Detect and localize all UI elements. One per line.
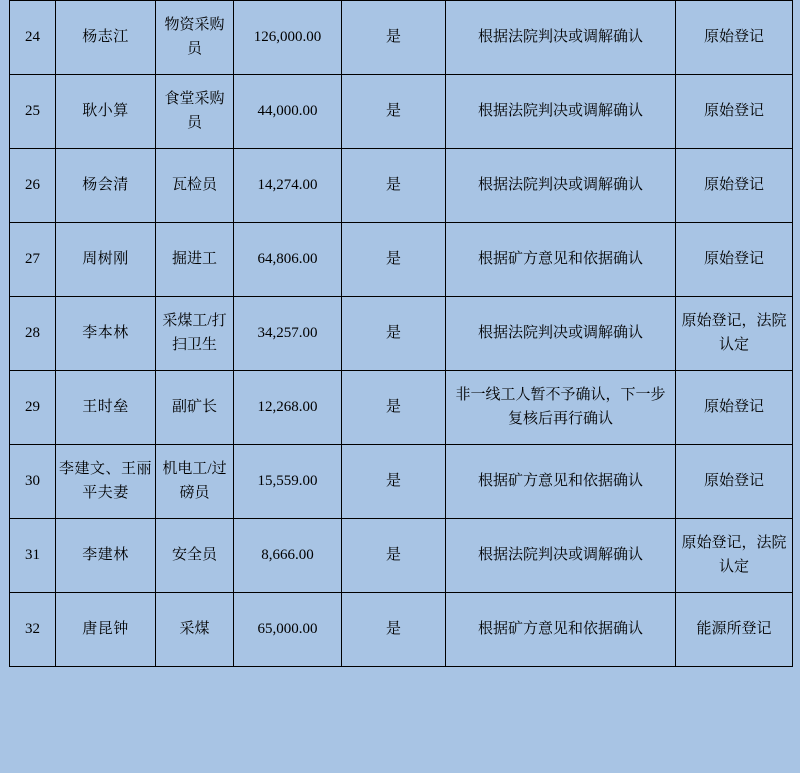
table-row (10, 593, 793, 667)
cell-position: 掘进工 (156, 223, 234, 297)
cell-confirmed: 是 (342, 593, 446, 667)
employee-claims-table (9, 0, 793, 667)
table-row (10, 519, 793, 593)
cell-remark: 原始登记，法院认定 (676, 297, 793, 371)
cell-amount: 65,000.00 (234, 593, 342, 667)
cell-confirmed: 是 (342, 149, 446, 223)
cell-confirmed: 是 (342, 445, 446, 519)
cell-confirmed: 是 (342, 519, 446, 593)
cell-confirmed: 是 (342, 297, 446, 371)
cell-name: 杨志江 (56, 1, 156, 75)
cell-serial-number: 26 (10, 149, 56, 223)
cell-name: 李本林 (56, 297, 156, 371)
cell-name: 唐昆钟 (56, 593, 156, 667)
cell-remark: 原始登记 (676, 1, 793, 75)
cell-amount: 12,268.00 (234, 371, 342, 445)
cell-serial-number: 29 (10, 371, 56, 445)
cell-position: 副矿长 (156, 371, 234, 445)
cell-remark: 原始登记 (676, 371, 793, 445)
cell-amount: 44,000.00 (234, 75, 342, 149)
cell-remark: 原始登记 (676, 75, 793, 149)
cell-basis: 根据矿方意见和依据确认 (446, 593, 676, 667)
cell-serial-number: 32 (10, 593, 56, 667)
table-row (10, 1, 793, 75)
cell-position: 机电工/过磅员 (156, 445, 234, 519)
cell-name: 杨会清 (56, 149, 156, 223)
cell-amount: 34,257.00 (234, 297, 342, 371)
cell-basis: 根据矿方意见和依据确认 (446, 445, 676, 519)
cell-remark: 原始登记 (676, 149, 793, 223)
cell-name: 李建林 (56, 519, 156, 593)
table-row (10, 445, 793, 519)
table-row (10, 371, 793, 445)
table-row (10, 297, 793, 371)
cell-confirmed: 是 (342, 223, 446, 297)
cell-name: 李建文、王丽平夫妻 (56, 445, 156, 519)
cell-basis: 非一线工人暂不予确认，下一步复核后再行确认 (446, 371, 676, 445)
cell-name: 王时垒 (56, 371, 156, 445)
cell-name: 周树刚 (56, 223, 156, 297)
cell-position: 采煤 (156, 593, 234, 667)
cell-serial-number: 27 (10, 223, 56, 297)
cell-basis: 根据法院判决或调解确认 (446, 1, 676, 75)
cell-amount: 8,666.00 (234, 519, 342, 593)
cell-confirmed: 是 (342, 371, 446, 445)
cell-confirmed: 是 (342, 75, 446, 149)
cell-remark: 原始登记 (676, 445, 793, 519)
cell-position: 物资采购员 (156, 1, 234, 75)
cell-serial-number: 24 (10, 1, 56, 75)
cell-basis: 根据法院判决或调解确认 (446, 519, 676, 593)
cell-basis: 根据法院判决或调解确认 (446, 75, 676, 149)
cell-position: 食堂采购员 (156, 75, 234, 149)
cell-name: 耿小算 (56, 75, 156, 149)
cell-remark: 原始登记，法院认定 (676, 519, 793, 593)
cell-serial-number: 28 (10, 297, 56, 371)
cell-amount: 64,806.00 (234, 223, 342, 297)
cell-basis: 根据法院判决或调解确认 (446, 149, 676, 223)
cell-confirmed: 是 (342, 1, 446, 75)
cell-position: 瓦检员 (156, 149, 234, 223)
table-row (10, 75, 793, 149)
cell-serial-number: 25 (10, 75, 56, 149)
cell-position: 安全员 (156, 519, 234, 593)
cell-position: 采煤工/打扫卫生 (156, 297, 234, 371)
cell-basis: 根据法院判决或调解确认 (446, 297, 676, 371)
cell-amount: 14,274.00 (234, 149, 342, 223)
cell-remark: 原始登记 (676, 223, 793, 297)
table-row (10, 149, 793, 223)
cell-serial-number: 30 (10, 445, 56, 519)
cell-serial-number: 31 (10, 519, 56, 593)
cell-amount: 15,559.00 (234, 445, 342, 519)
cell-amount: 126,000.00 (234, 1, 342, 75)
cell-basis: 根据矿方意见和依据确认 (446, 223, 676, 297)
cell-remark: 能源所登记 (676, 593, 793, 667)
table-body (10, 1, 793, 667)
table-row (10, 223, 793, 297)
